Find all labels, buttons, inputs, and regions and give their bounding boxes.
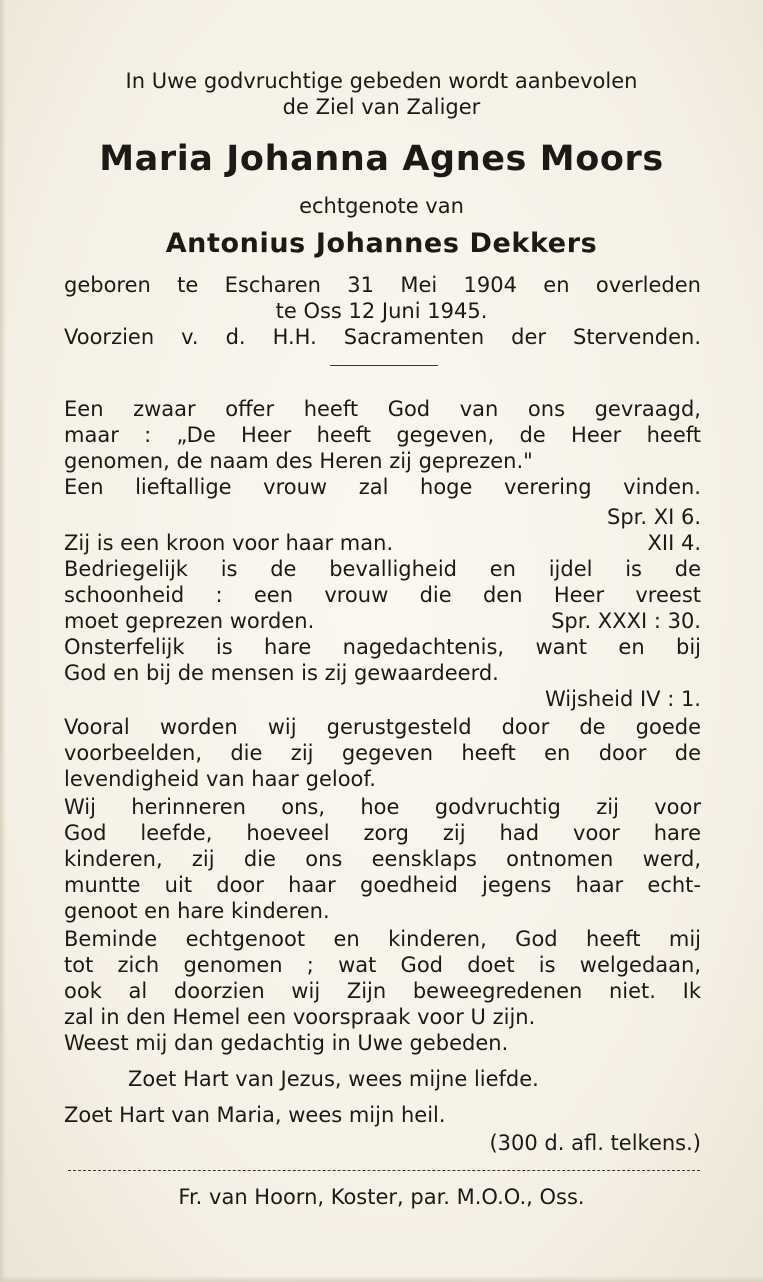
text-line: voorbeelden, die zij gegeven heeft en door de [64,741,701,765]
text-line: zal in den Hemel een voorspraak voor U zijn. [64,1005,536,1029]
birth-death-line-1: geboren te Escharen 31 Mei 1904 en overleden [64,273,701,297]
text-line: Weest mij dan gedachtig in Uwe gebeden. [64,1031,509,1055]
text-line: schoonheid : een vrouw die den Heer vreest [64,583,701,607]
text-line: kinderen, zij die ons eensklaps ontnomen werd, [64,847,701,871]
prayer-maria: Zoet Hart van Maria, wees mijn heil. [64,1103,446,1127]
printer-credit: Fr. van Hoorn, Koster, par. M.O.O., Oss. [178,1185,585,1209]
sacraments-line: Voorzien v. d. H.H. Sacramenten der Stervenden. [64,325,701,349]
text-line: Vooral worden wij gerustgesteld door de goede [64,715,701,739]
scripture-reference: Spr. XXXI : 30. [551,609,701,633]
prayer-jesus: Zoet Hart van Jezus, wees mijne liefde. [128,1067,539,1091]
birth-death-line-2: te Oss 12 Juni 1945. [275,299,488,323]
text-line: levendigheid van haar geloof. [64,767,376,791]
text-line: tot zich genomen ; wat God doet is welgedaan, [64,953,701,977]
text-line: Beminde echtgenoot en kinderen, God heeft mij [64,927,701,951]
text-line: muntte uit door haar goedheid jegens haar echt- [64,873,701,897]
text-line: genoot en hare kinderen. [64,899,330,923]
text-line: Zij is een kroon voor haar man. [64,531,394,555]
header-line-2: de Ziel van Zaliger [282,95,481,119]
bottom-divider [68,1170,700,1171]
text-line: ook al doorzien wij Zijn beweegredenen niet. Ik [64,979,701,1003]
text-line: moet geprezen worden. [64,609,315,633]
scripture-reference: XII 4. [647,531,701,555]
header-line-1: In Uwe godvruchtige gebeden wordt aanbevolen [125,69,638,93]
scripture-reference: Wijsheid IV : 1. [544,687,701,711]
text-line: God leefde, hoeveel zorg zij had voor hare [64,821,701,845]
short-divider [330,365,438,366]
paper-edge-bottom [0,1276,763,1282]
text-line: Een zwaar offer heeft God van ons gevraagd, [64,397,701,421]
text-line: Bedriegelijk is de bevalligheid en ijdel is de [64,557,701,581]
text-line: God en bij de mensen is zij gewaardeerd. [64,661,499,685]
deceased-name: Maria Johanna Agnes Moors [99,139,664,179]
text-line: Wij herinneren ons, hoe godvruchtig zij voor [64,795,701,819]
text-line: Een lieftallige vrouw zal hoge verering vinden. [64,475,701,499]
indulgence-note: (300 d. afl. telkens.) [489,1131,701,1155]
relation-text: echtgenote van [299,194,464,218]
text-line: Onsterfelijk is hare nagedachtenis, want en bij [64,635,701,659]
text-line: maar : „De Heer heeft gegeven, de Heer heeft [64,423,701,447]
scripture-reference: Spr. XI 6. [606,505,701,529]
text-line: genomen, de naam des Heren zij geprezen." [64,449,533,473]
spouse-name: Antonius Johannes Dekkers [165,228,598,259]
